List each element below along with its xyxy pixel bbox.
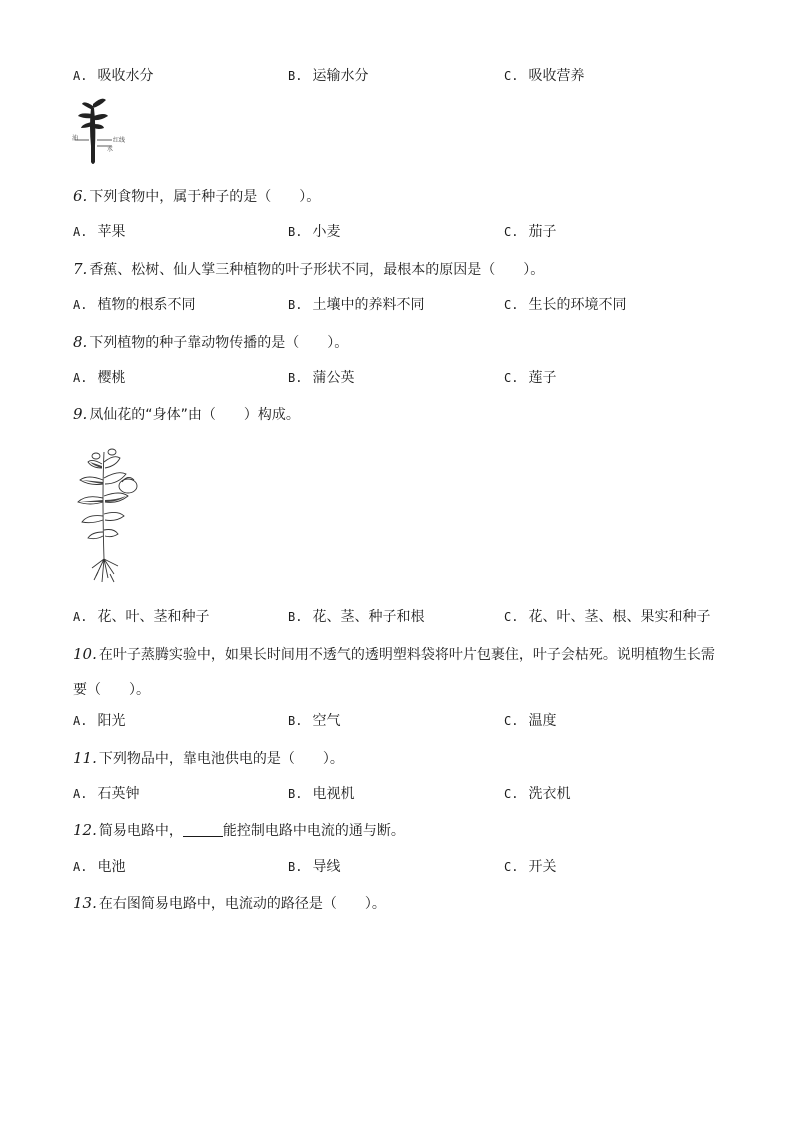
balsam-plant-figure xyxy=(72,444,152,586)
q11-option-c[interactable]: C. 洗衣机 xyxy=(504,786,571,802)
q7-option-a[interactable]: A. 植物的根系不同 xyxy=(73,297,196,313)
q8-option-c[interactable]: C. 莲子 xyxy=(504,370,557,386)
q10-options xyxy=(73,711,733,731)
q10-question-line2: 要（ ）。 xyxy=(73,682,150,698)
q5-options xyxy=(73,66,733,86)
oil-label: 油 xyxy=(72,135,79,142)
q6-options xyxy=(73,222,733,242)
q6-question: 6. 下列食物中，属于种子的是（ ）。 xyxy=(73,187,321,205)
q5-option-a[interactable]: A. 吸收水分 xyxy=(73,68,154,84)
q5-option-b[interactable]: B. 运输水分 xyxy=(288,68,369,84)
q12-option-b[interactable]: B. 导线 xyxy=(288,859,341,875)
q7-question: 7. 香蕉、松树、仙人掌三种植物的叶子形状不同，最根本的原因是（ ）。 xyxy=(73,260,545,278)
q10-question-line1: 10. 在叶子蒸腾实验中，如果长时间用不透气的透明塑料袋将叶片包裹住，叶子会枯死。说明植物生长需 xyxy=(73,645,715,663)
q10-option-b[interactable]: B. 空气 xyxy=(288,713,341,729)
q11-option-a[interactable]: A. 石英钟 xyxy=(73,786,140,802)
plant-in-water-figure xyxy=(72,96,132,168)
q12-option-a[interactable]: A. 电池 xyxy=(73,859,126,875)
water-label: 水 xyxy=(107,146,114,153)
q6-option-a[interactable]: A. 苹果 xyxy=(73,224,126,240)
q11-options xyxy=(73,784,733,804)
q9-option-a[interactable]: A. 花、叶、茎和种子 xyxy=(73,609,210,625)
q9-option-b[interactable]: B. 花、茎、种子和根 xyxy=(288,609,425,625)
answer-blank[interactable] xyxy=(183,822,223,837)
q8-options xyxy=(73,368,733,388)
q7-option-c[interactable]: C. 生长的环境不同 xyxy=(504,297,627,313)
q8-question: 8. 下列植物的种子靠动物传播的是（ ）。 xyxy=(73,333,349,351)
q12-options xyxy=(73,857,733,877)
q10-option-c[interactable]: C. 温度 xyxy=(504,713,557,729)
redline-label: 红线 xyxy=(113,137,126,144)
q9-question: 9. 凤仙花的“身体”由（ ）构成。 xyxy=(73,405,300,423)
q10-option-a[interactable]: A. 阳光 xyxy=(73,713,126,729)
q8-option-b[interactable]: B. 蒲公英 xyxy=(288,370,355,386)
q7-options xyxy=(73,295,733,315)
q8-option-a[interactable]: A. 樱桃 xyxy=(73,370,126,386)
q9-options xyxy=(73,607,733,627)
q6-option-b[interactable]: B. 小麦 xyxy=(288,224,341,240)
q9-option-c[interactable]: C. 花、叶、茎、根、果实和种子 xyxy=(504,609,711,625)
q6-option-c[interactable]: C. 茄子 xyxy=(504,224,557,240)
q11-question: 11. 下列物品中，靠电池供电的是（ ）。 xyxy=(73,749,344,767)
q12-option-c[interactable]: C. 开关 xyxy=(504,859,557,875)
q13-question: 13. 在右图简易电路中，电流动的路径是（ ）。 xyxy=(73,894,386,912)
q7-option-b[interactable]: B. 土壤中的养料不同 xyxy=(288,297,425,313)
q11-option-b[interactable]: B. 电视机 xyxy=(288,786,355,802)
q12-question: 12. 简易电路中， 能控制电路中电流的通与断。 xyxy=(73,821,405,839)
q5-option-c[interactable]: C. 吸收营养 xyxy=(504,68,585,84)
